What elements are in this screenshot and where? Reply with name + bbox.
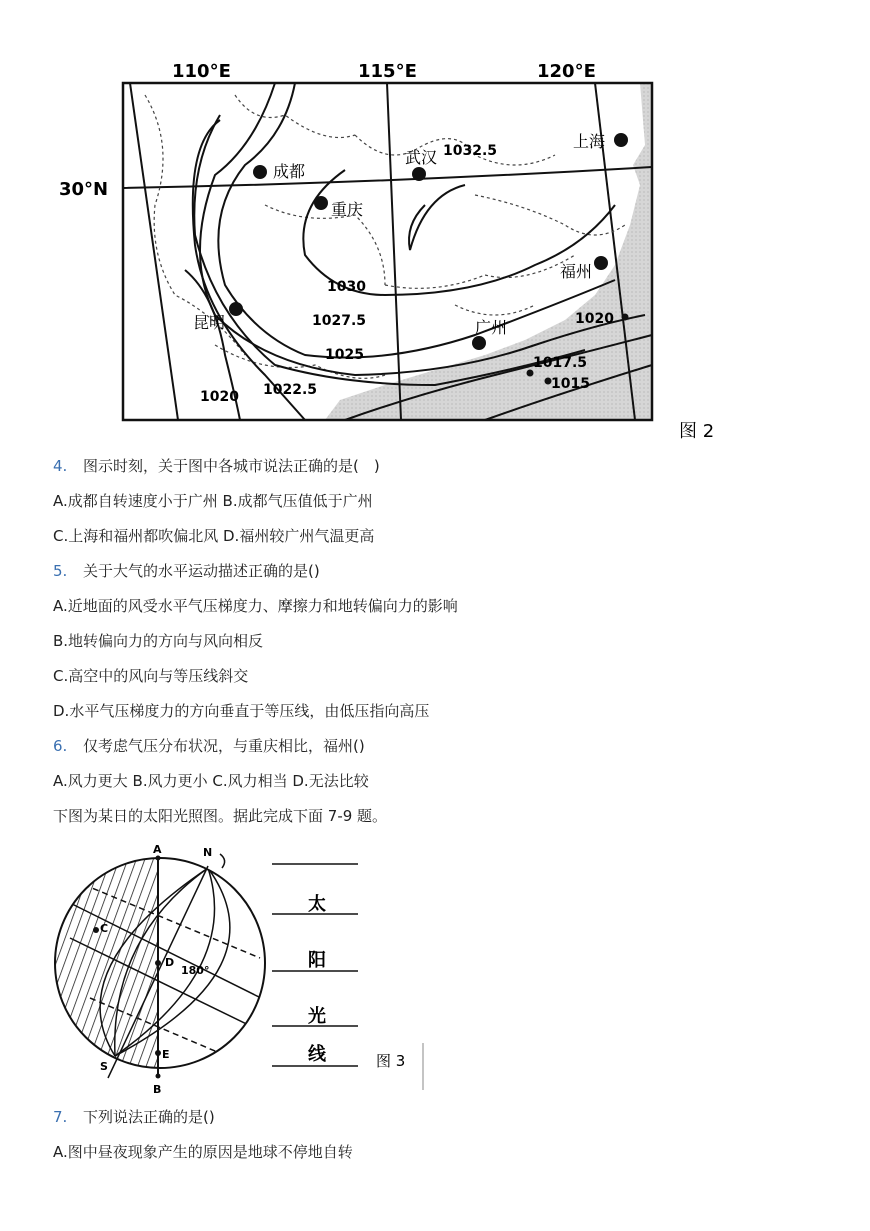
isobar-label-1027-5: 1027.5 (312, 313, 367, 329)
city-chongqing: 重庆 (331, 200, 364, 219)
question-5-option-b: B.地转偏向力的方向与风向相反 (53, 632, 264, 650)
isobar-map-figure (55, 55, 725, 445)
question-6-stem: 6. 仅考虑气压分布状况，与重庆相比，福州() (53, 737, 365, 755)
isobar-label-1017-5: 1017.5 (533, 355, 588, 371)
rotation-arrow-icon (220, 854, 225, 868)
intro-7-9: 下图为某日的太阳光照图。据此完成下面 7-9 题。 (53, 807, 388, 825)
isobar-label-1015: 1015 (551, 376, 590, 392)
city-fuzhou: 福州 (560, 262, 593, 281)
point-n-label: N (203, 846, 213, 859)
city-guangzhou: 广州 (475, 318, 508, 337)
isobar-label-1022-5: 1022.5 (263, 382, 318, 398)
point-c-label: C (100, 922, 109, 935)
city-chengdu: 成都 (273, 162, 306, 181)
isobar-label-1030: 1030 (327, 279, 366, 295)
lon-label-110: 110°E (172, 61, 231, 82)
question-7-option-a: A.图中昼夜现象产生的原因是地球不停地自转 (53, 1143, 353, 1161)
figure-3-caption: 图 3 (376, 1052, 406, 1070)
question-4-options-ab: A.成都自转速度小于广州 B.成都气压值低于广州 (53, 492, 373, 510)
sunlight-globe-figure (50, 838, 430, 1098)
question-5-stem: 5. 关于大气的水平运动描述正确的是() (53, 562, 320, 580)
point-s-label: S (100, 1060, 108, 1073)
sun-char-xian: 线 (308, 1044, 326, 1065)
question-4-stem: 4. 图示时刻，关于图中各城市说法正确的是( ) (53, 457, 380, 475)
question-5-option-c: C.高空中的风向与等压线斜交 (53, 667, 249, 685)
question-6-options: A.风力更大 B.风力更小 C.风力相当 D.无法比较 (53, 772, 369, 790)
question-7-stem: 7. 下列说法正确的是() (53, 1108, 215, 1126)
question-4-options-cd: C.上海和福州都吹偏北风 D.福州较广州气温更高 (53, 527, 375, 545)
lon-label-120: 120°E (537, 61, 596, 82)
city-wuhan: 武汉 (405, 148, 438, 167)
isobar-label-1032-5: 1032.5 (443, 143, 498, 159)
figure-2-caption: 图 2 (679, 421, 715, 442)
question-5-option-a: A.近地面的风受水平气压梯度力、摩擦力和地转偏向力的影响 (53, 597, 458, 615)
sun-char-tai: 太 (308, 894, 326, 915)
isobar-label-1020-west: 1020 (200, 389, 239, 405)
isobar-label-1025: 1025 (325, 347, 364, 363)
sun-char-guang: 光 (308, 1006, 326, 1027)
sun-char-yang: 阳 (308, 950, 326, 971)
point-e-label: E (162, 1048, 170, 1061)
question-5-option-d: D.水平气压梯度力的方向垂直于等压线，由低压指向高压 (53, 702, 430, 720)
point-d-label: D (165, 956, 175, 969)
point-a-label: A (153, 843, 162, 856)
city-shanghai: 上海 (573, 132, 606, 151)
lat-label-30n: 30°N (59, 179, 109, 200)
point-b-label: B (153, 1083, 162, 1096)
isobar-label-1020-east: 1020 (575, 311, 614, 327)
lon-label-115: 115°E (358, 61, 417, 82)
city-kunming: 昆明 (193, 313, 226, 332)
meridian-180-label: 180° (181, 964, 210, 977)
